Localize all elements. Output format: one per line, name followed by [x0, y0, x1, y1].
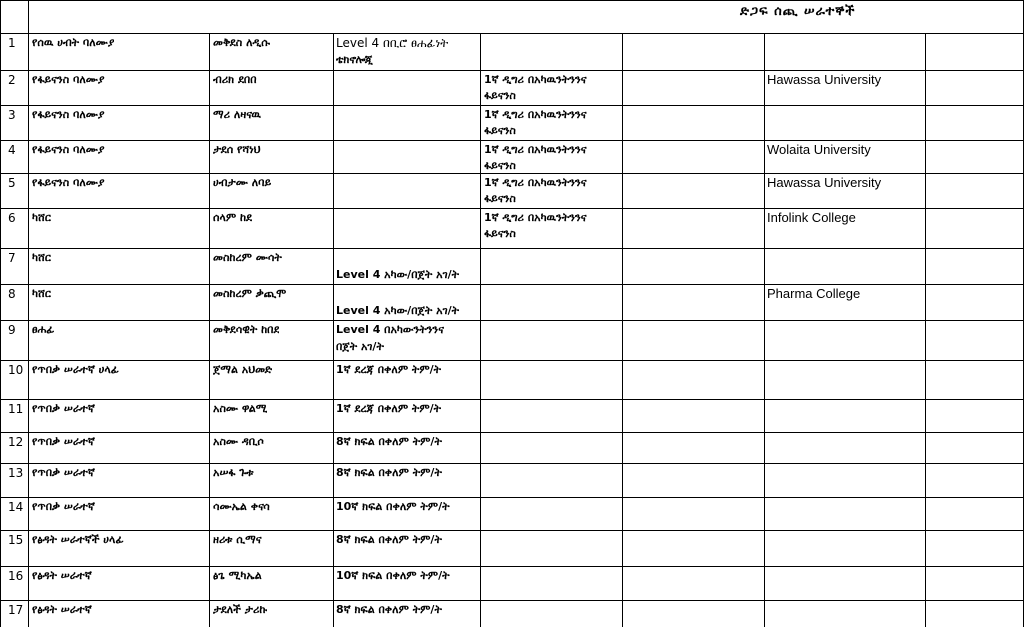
cell-institution: Hawassa University: [767, 72, 882, 87]
row-divider: [0, 70, 1024, 71]
row-number: 4: [8, 143, 16, 157]
cell-degree: ፋይናንስ: [484, 227, 516, 240]
column-divider: [480, 33, 481, 627]
page-title: ድጋፍ ሰጪ ሠራተኞች: [740, 4, 856, 19]
row-number: 9: [8, 323, 16, 337]
row-number: 12: [8, 435, 24, 449]
cell-institution: Wolaita University: [767, 142, 871, 157]
column-divider: [764, 33, 765, 627]
cell-name: መቅደሳዊት ከበደ: [213, 323, 280, 336]
cell-education: 8ኛ ክፍል በቀለም ትም/ት: [336, 466, 442, 479]
cell-education: 10ኛ ክፍል በቀለም ትም/ት: [336, 569, 450, 582]
cell-position: የጥበቃ ሠራተኛ: [32, 500, 95, 513]
row-number: 14: [8, 500, 24, 514]
cell-education: Level 4 በቢሮ ፀሐፊነት: [336, 36, 449, 50]
cell-name: አሠፋ ጉቱ: [213, 466, 254, 479]
cell-name: ታደለች ታሪኩ: [213, 603, 268, 616]
cell-position: ካሸር: [32, 287, 51, 300]
row-divider: [0, 360, 1024, 361]
row-divider: [0, 432, 1024, 433]
row-divider: [0, 463, 1024, 464]
cell-education: Level 4 በአካውንትንንና: [336, 323, 445, 336]
cell-education: 1ኛ ደረጃ በቀለም ትም/ት: [336, 363, 442, 376]
cell-name: ሳሙኤል ቀናሳ: [213, 500, 270, 513]
row-number: 8: [8, 287, 16, 301]
row-divider: [0, 399, 1024, 400]
column-divider: [0, 0, 1, 627]
row-number: 17: [8, 603, 24, 617]
cell-position: የጥበቃ ሠራተኛ: [32, 466, 95, 479]
column-divider: [925, 33, 926, 627]
cell-position: የፋይናንስ ባለሙያ: [32, 73, 105, 86]
cell-education: Level 4 አካው/በጀት አገ/ት: [336, 304, 460, 317]
column-divider: [622, 33, 623, 627]
cell-degree: 1ኛ ዲግሪ በአካዉንትንንና: [484, 143, 587, 156]
cell-position: የሰዉ ሀብት ባለሙያ: [32, 36, 115, 49]
cell-degree: ፋይናንስ: [484, 159, 516, 172]
cell-education: 8ኛ ክፍል በቀለም ትም/ት: [336, 435, 442, 448]
cell-name: ብሪክ ደበበ: [213, 73, 257, 86]
cell-name: ማሪ ለዛናዉ: [213, 108, 261, 121]
row-number: 7: [8, 251, 16, 265]
cell-position: ካሸር: [32, 251, 51, 264]
cell-education: 8ኛ ክፍል በቀለም ትም/ት: [336, 603, 442, 616]
row-divider: [0, 320, 1024, 321]
cell-position: የፅዳት ሠራተኛ: [32, 569, 92, 582]
row-number: 2: [8, 73, 16, 87]
row-divider: [0, 600, 1024, 601]
cell-name: ታደሰ የሻነህ: [213, 143, 261, 156]
cell-position: የፅዳት ሠራተኛች ሀላፊ: [32, 533, 124, 546]
cell-education: በጀት አገ/ት: [336, 340, 384, 353]
row-number: 5: [8, 176, 16, 190]
cell-position: የጥበቃ ሠራተኛ: [32, 402, 95, 415]
cell-degree: 1ኛ ዲግሪ በአካዉንትንንና: [484, 73, 587, 86]
cell-institution: Infolink College: [767, 210, 856, 225]
cell-position: ፀሐፊ: [32, 323, 55, 336]
cell-position: የጥበቃ ሠራተኛ ሀላፊ: [32, 363, 119, 376]
cell-institution: Hawassa University: [767, 175, 882, 190]
row-divider: [0, 105, 1024, 106]
row-divider: [0, 530, 1024, 531]
cell-position: ካሸር: [32, 211, 51, 224]
cell-degree: ፋይናንስ: [484, 89, 516, 102]
cell-position: የፋይናንስ ባለሙያ: [32, 143, 105, 156]
cell-education: 10ኛ ክፍል በቀለም ትም/ት: [336, 500, 450, 513]
row-divider: [0, 248, 1024, 249]
cell-education: 1ኛ ደረጃ በቀለም ትም/ት: [336, 402, 442, 415]
cell-institution: Pharma College: [767, 286, 861, 301]
cell-name: አስሙ ዳቢሶ: [213, 435, 264, 448]
cell-degree: 1ኛ ዲግሪ በአካዉንትንንና: [484, 108, 587, 121]
column-divider: [28, 0, 29, 627]
cell-position: የፅዳት ሠራተኛ: [32, 603, 92, 616]
row-number: 13: [8, 466, 24, 480]
row-number: 16: [8, 569, 24, 583]
cell-name: ሰላም ከደ: [213, 211, 253, 224]
row-number: 11: [8, 402, 24, 416]
row-divider: [0, 566, 1024, 567]
cell-name: ዘሪቱ ሲማና: [213, 533, 262, 546]
column-divider: [209, 33, 210, 627]
cell-position: የጥበቃ ሠራተኛ: [32, 435, 95, 448]
row-divider: [0, 33, 1024, 34]
row-divider: [0, 0, 1024, 1]
cell-degree: ፋይናንስ: [484, 124, 516, 137]
cell-education: 8ኛ ክፍል በቀለም ትም/ት: [336, 533, 442, 546]
cell-name: መስከረም ሙሳት: [213, 251, 282, 264]
cell-position: የፋይናንስ ባለሙያ: [32, 108, 105, 121]
cell-name: ፅጌ ሚካኤል: [213, 569, 262, 582]
cell-name: መስከረም ቃጪሞ: [213, 287, 287, 300]
cell-name: ጀማል አህመድ: [213, 363, 273, 376]
column-divider: [333, 33, 334, 627]
row-divider: [0, 497, 1024, 498]
cell-name: መቅደስ ለዲሱ: [213, 36, 271, 49]
cell-name: ሀብታሙ ለባይ: [213, 176, 272, 189]
row-divider: [0, 284, 1024, 285]
cell-position: የፋይናንስ ባለሙያ: [32, 176, 105, 189]
row-number: 3: [8, 108, 16, 122]
row-number: 6: [8, 211, 16, 225]
row-divider: [0, 140, 1024, 141]
row-number: 10: [8, 363, 24, 377]
row-number: 15: [8, 533, 24, 547]
cell-education: ቴክኖሎጂ: [336, 53, 373, 66]
cell-degree: 1ኛ ዲግሪ በአካዉንትንንና: [484, 176, 587, 189]
row-divider: [0, 208, 1024, 209]
cell-degree: 1ኛ ዲግሪ በአካዉንትንንና: [484, 211, 587, 224]
cell-name: አስሙ ዋልሚ: [213, 402, 268, 415]
row-number: 1: [8, 36, 16, 50]
cell-education: Level 4 አካው/በጀት አገ/ት: [336, 268, 460, 281]
cell-degree: ፋይናንስ: [484, 192, 516, 205]
